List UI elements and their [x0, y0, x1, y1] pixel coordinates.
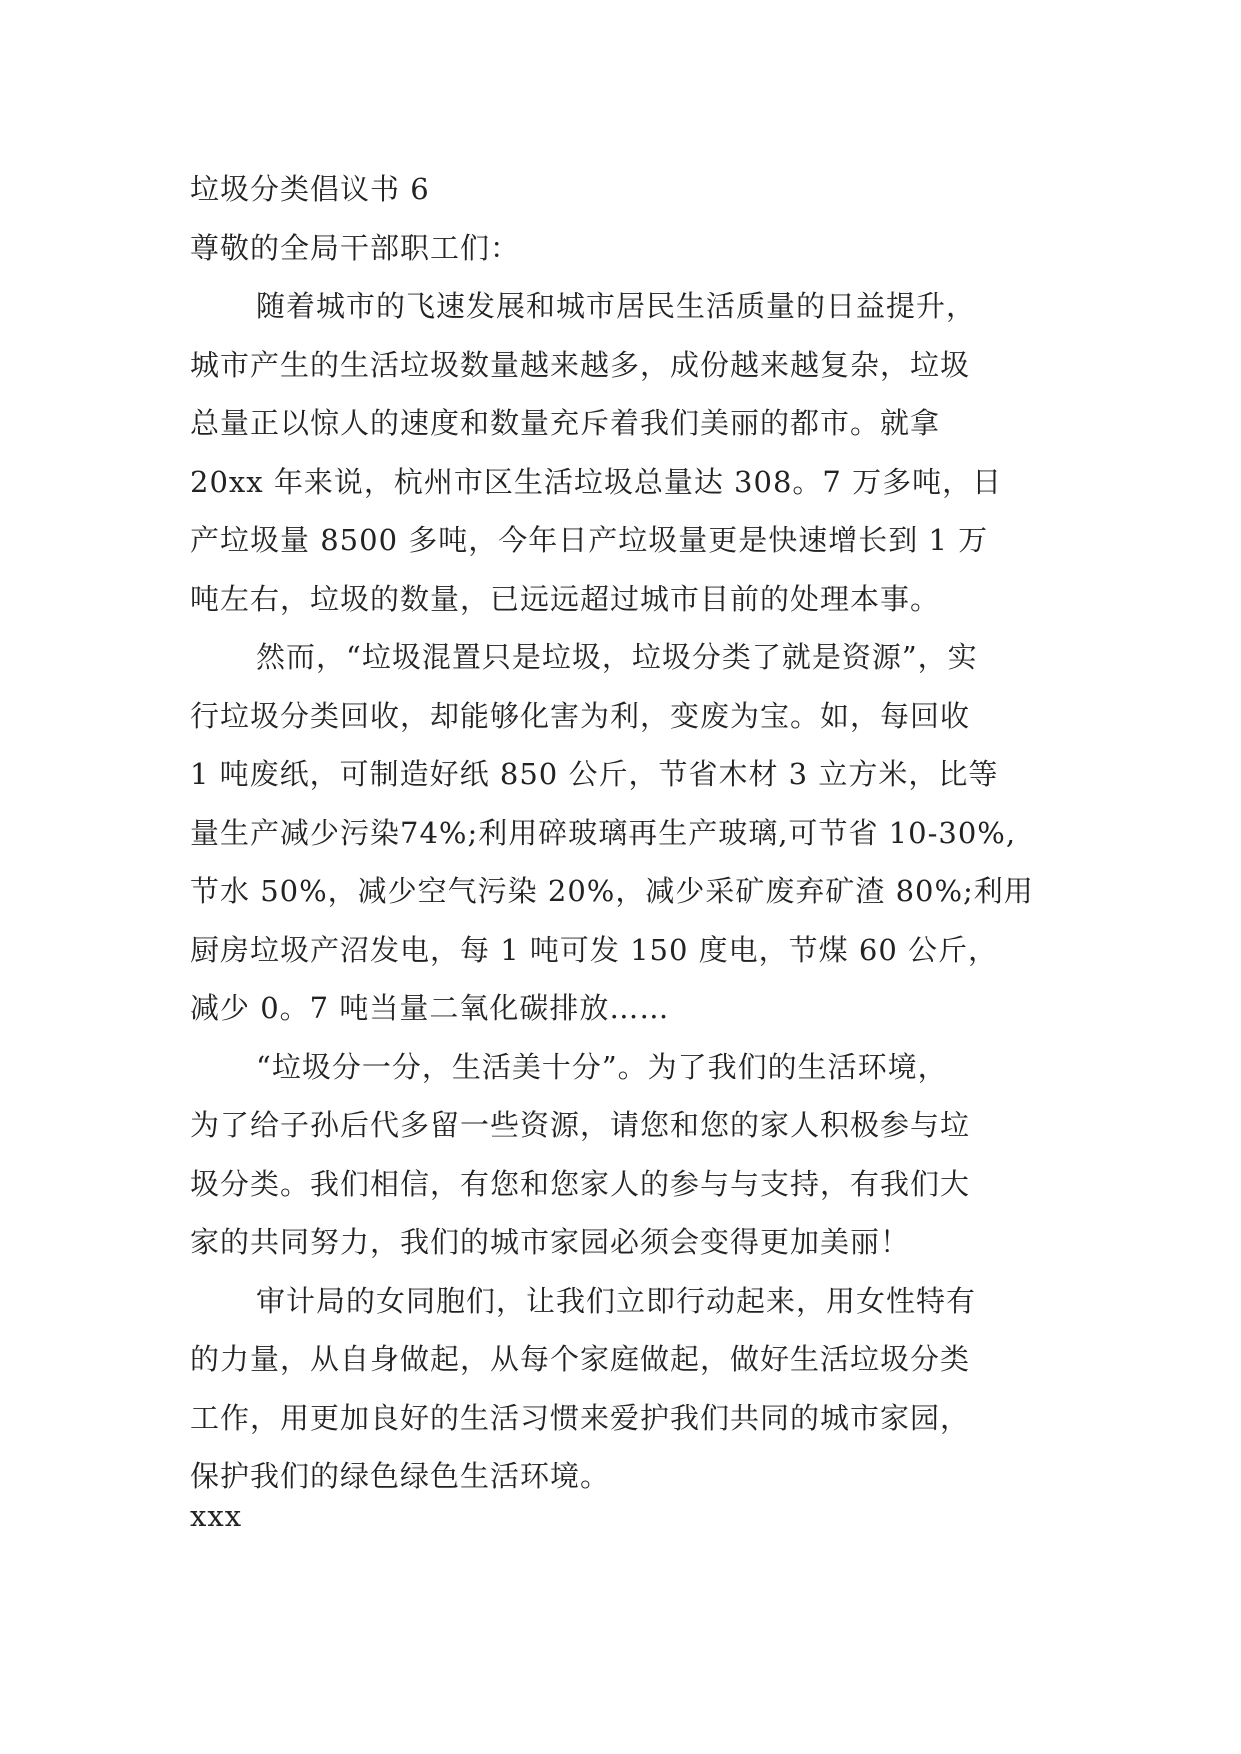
paragraph-1-line-1: 随着城市的飞速发展和城市居民生活质量的日益提升， [256, 289, 977, 323]
paragraph-4-line-1: 审计局的女同胞们，让我们立即行动起来，用女性特有 [256, 1283, 977, 1318]
paragraph-1-line-4: 20xx 年来说，杭州市区生活垃圾总量达 308。7 万多吨，日 [190, 464, 1003, 499]
paragraph-2-line-1: 然而，“垃圾混置只是垃圾，垃圾分类了就是资源”，实 [256, 640, 978, 674]
paragraph-2-line-3: 1 吨废纸，可制造好纸 850 公斤，节省木材 3 立方米，比等 [190, 757, 999, 791]
paragraph-2-line-4: 量生产减少污染74%;利用碎玻璃再生产玻璃,可节省 10-30%, [190, 815, 1017, 850]
paragraph-3-line-1: “垃圾分一分，生活美十分”。为了我们的生活环境， [256, 1049, 948, 1084]
signature: xxx [190, 1499, 243, 1533]
paragraph-2-line-7: 减少 0。7 吨当量二氧化碳排放…… [190, 991, 670, 1025]
paragraph-4-line-2: 的力量，从自身做起，从每个家庭做起，做好生活垃圾分类 [190, 1342, 971, 1376]
paragraph-1-line-6: 吨左右，垃圾的数量，已远远超过城市目前的处理本事。 [190, 581, 941, 616]
paragraph-3-line-2: 为了给子孙后代多留一些资源，请您和您的家人积极参与垃 [190, 1108, 971, 1142]
paragraph-3-line-3: 圾分类。我们相信，有您和您家人的参与与支持，有我们大 [190, 1166, 971, 1201]
document-title: 垃圾分类倡议书 6 [190, 172, 430, 206]
paragraph-2-line-5: 节水 50%，减少空气污染 20%，减少采矿废弃矿渣 80%;利用 [190, 874, 1034, 908]
document-body [190, 160, 1060, 1506]
paragraph-1-line-3: 总量正以惊人的速度和数量充斥着我们美丽的都市。就拿 [190, 406, 941, 440]
paragraph-3-line-4: 家的共同努力，我们的城市家园必须会变得更加美丽！ [190, 1225, 911, 1259]
paragraph-2-line-6: 厨房垃圾产沼发电，每 1 吨可发 150 度电，节煤 60 公斤， [190, 932, 999, 967]
paragraph-4-line-4: 保护我们的绿色绿色生活环境。 [190, 1459, 611, 1493]
salutation: 尊敬的全局干部职工们： [190, 230, 521, 265]
paragraph-1-line-2: 城市产生的生活垃圾数量越来越多，成份越来越复杂，垃圾 [190, 347, 971, 382]
paragraph-1-line-5: 产垃圾量 8500 多吨，今年日产垃圾量更是快速增长到 1 万 [190, 523, 989, 557]
paragraph-4-line-3: 工作，用更加良好的生活习惯来爱护我们共同的城市家园， [190, 1400, 971, 1435]
paragraph-2-line-2: 行垃圾分类回收，却能够化害为利，变废为宝。如，每回收 [190, 698, 971, 733]
